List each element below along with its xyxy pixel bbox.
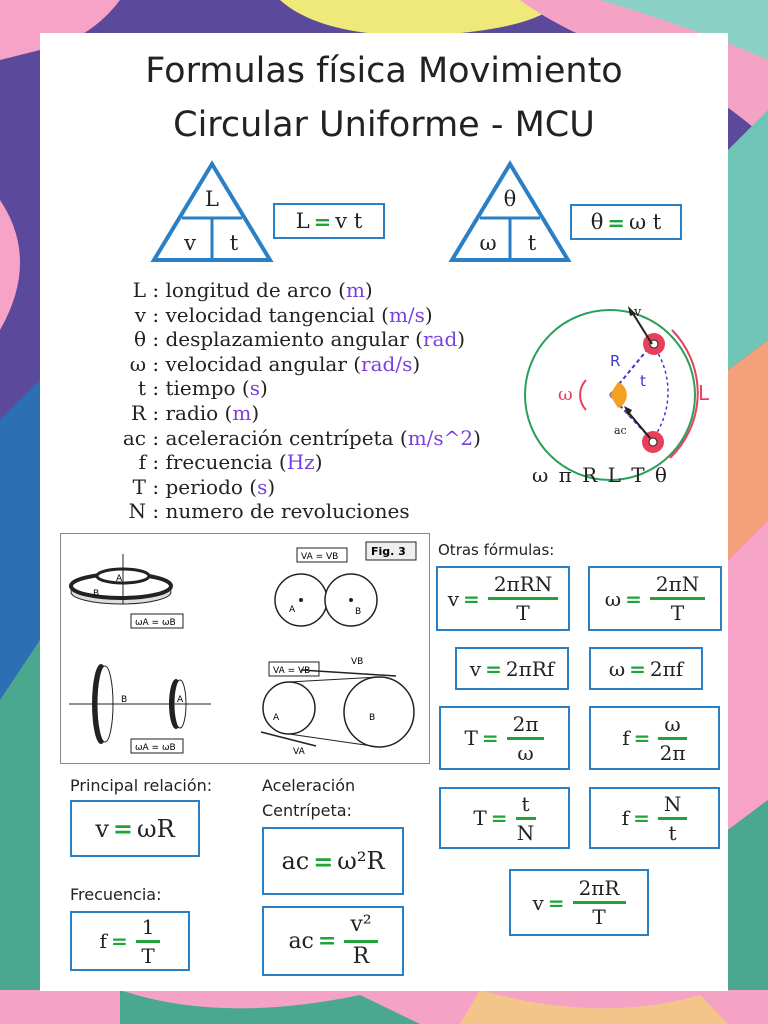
variable-row: v : velocidad tangencial (m/s) (108, 303, 433, 328)
formula-ac-v2-R: ac = $\frac{\text{v²}}{R}$ (262, 906, 404, 976)
variable-symbol: θ (133, 327, 146, 352)
triangle-L-vt (150, 160, 274, 264)
fig-vb-label: VB (351, 657, 364, 667)
variable-row: ac : aceleración centrípeta (m/s^2) (108, 426, 481, 451)
formula-v-2piRN: v = $\frac{\text{2πRN}}{T}$ (436, 566, 570, 631)
fig-B-label-2: B (355, 607, 362, 617)
variable-close: ) (473, 425, 481, 450)
variable-close: ) (251, 401, 260, 425)
variable-desc: desplazamiento angular ( (165, 327, 423, 352)
formula-L-vt: L = v t (273, 203, 385, 239)
variable-desc: tiempo ( (165, 376, 250, 401)
variable-close: ) (364, 278, 373, 302)
variable-desc: radio ( (165, 401, 233, 425)
mcu-circle-diagram (510, 300, 730, 490)
triangle-top: L (205, 187, 219, 211)
formula-w-2pif: ω = 2πf (589, 647, 703, 690)
label-otras-formulas: Otras fórmulas: (438, 541, 555, 559)
page-title-line-1: Formulas física Movimiento (145, 51, 623, 91)
variable-desc: frecuencia ( (165, 450, 287, 475)
variable-row: R : radio (m) (108, 401, 259, 426)
variable-desc: longitud de arco ( (165, 278, 346, 302)
fig-wa-wb-1: ωA = ωB (135, 618, 176, 628)
variable-desc: velocidad tangencial ( (165, 302, 389, 327)
diagram-omega: ω (558, 384, 573, 405)
label-principal-relacion: Principal relación: (70, 776, 213, 795)
formula-T-2pi-w: T = $\frac{2\pi}{\omega}$ (439, 706, 570, 770)
formula-f-1-T: f = $\frac{1}{T}$ (70, 911, 190, 971)
variable-symbol: v (134, 302, 146, 327)
fig-va-vb-2: VA = VB (273, 666, 311, 676)
variable-close: ) (424, 302, 433, 327)
variable-unit: m/s^2 (407, 425, 474, 450)
variable-symbol: ac (122, 425, 146, 450)
fig-A-label-2: A (289, 605, 296, 615)
triangle-left: v (184, 231, 196, 255)
variable-row: t : tiempo (s) (108, 376, 268, 401)
formula-w-2piN: ω = $\frac{2\pi N}{T}$ (588, 566, 722, 631)
variable-desc: velocidad angular ( (165, 351, 362, 376)
fig-tag: Fig. 3 (371, 545, 406, 558)
variable-row: N : numero de revoluciones (108, 499, 410, 524)
variable-symbol: L (132, 278, 146, 302)
variable-unit: m (232, 401, 252, 425)
variable-row: f : frecuencia (Hz) (108, 450, 323, 475)
fig-B-label: B (93, 589, 100, 599)
label-aceleracion: Aceleración (262, 776, 356, 795)
variable-unit: rad/s (361, 351, 413, 376)
triangle-left: ω (479, 231, 497, 255)
formula-f-N-t: f = $\frac{N}{t}$ (589, 787, 720, 849)
triangle-right: t (527, 231, 537, 255)
fig-A-label-4: A (273, 713, 280, 723)
variable-row: ω : velocidad angular (rad/s) (108, 352, 420, 377)
label-centripeta: Centrípeta: (262, 801, 352, 820)
formula-T-t-N: T = $\frac{t}{N}$ (439, 787, 570, 849)
triangle-right: t (229, 231, 239, 255)
formula-ac-w2R: ac = ω²R (262, 827, 404, 895)
variable-row: T : periodo (s) (108, 475, 275, 500)
variable-close: ) (314, 450, 323, 475)
triangle-theta-wt (448, 160, 572, 264)
fig-B-label-4: B (369, 713, 376, 723)
variable-unit: s (257, 474, 268, 499)
fig-A-label-3: A (177, 695, 184, 705)
page-title-line-2: Circular Uniforme - MCU (173, 105, 595, 145)
variable-unit: rad (422, 327, 458, 352)
formula-v-2piR-T: v = $\frac{2\pi R}{T}$ (509, 869, 649, 936)
variable-close: ) (267, 474, 276, 499)
formula-v-2piRf: v = 2πRf (455, 647, 569, 690)
fig-va-vb-1: VA = VB (301, 552, 339, 562)
variable-symbol: ω (129, 351, 146, 376)
label-frecuencia: Frecuencia: (70, 885, 162, 904)
fig-wa-wb-2: ωA = ωB (135, 743, 176, 753)
variable-close: ) (412, 351, 421, 376)
variable-symbol: t (137, 376, 146, 401)
variable-symbol: T (132, 474, 146, 499)
variable-desc: numero de revoluciones (165, 499, 410, 524)
variable-close: ) (259, 376, 268, 401)
variable-desc: aceleración centrípeta ( (165, 425, 408, 450)
variable-row: L : longitud de arco (m) (108, 278, 373, 303)
formula-v-wR: v = ωR (70, 800, 200, 857)
diagram-ac: ac (614, 424, 627, 437)
diagram-R: R (610, 352, 621, 370)
variable-row: θ : desplazamiento angular (rad) (108, 327, 465, 352)
formula-theta-wt: θ = ω t (570, 204, 682, 240)
fig-va-label: VA (293, 747, 305, 757)
diagram-v: v (634, 305, 642, 320)
variable-symbol: N (128, 499, 146, 524)
symbols-row: ω π R L T θ (532, 463, 669, 487)
variable-close: ) (457, 327, 466, 352)
diagram-L: L (698, 381, 710, 405)
fig-B-label-3: B (121, 695, 128, 705)
variable-symbol: R (130, 401, 146, 425)
diagram-theta: θ (613, 388, 620, 401)
variable-unit: s (249, 376, 260, 401)
figure-3-pulleys (60, 533, 430, 764)
variable-unit: m/s (388, 302, 425, 327)
triangle-top: θ (503, 187, 517, 211)
variable-symbol: f (138, 450, 146, 475)
variable-unit: Hz (286, 450, 315, 475)
diagram-t: t (640, 372, 646, 390)
variable-desc: periodo ( (165, 474, 258, 499)
formula-f-w-2pi: f = $\frac{\omega}{2\pi}$ (589, 706, 720, 770)
fig-A-label: A (116, 574, 123, 584)
variable-unit: m (345, 278, 365, 302)
